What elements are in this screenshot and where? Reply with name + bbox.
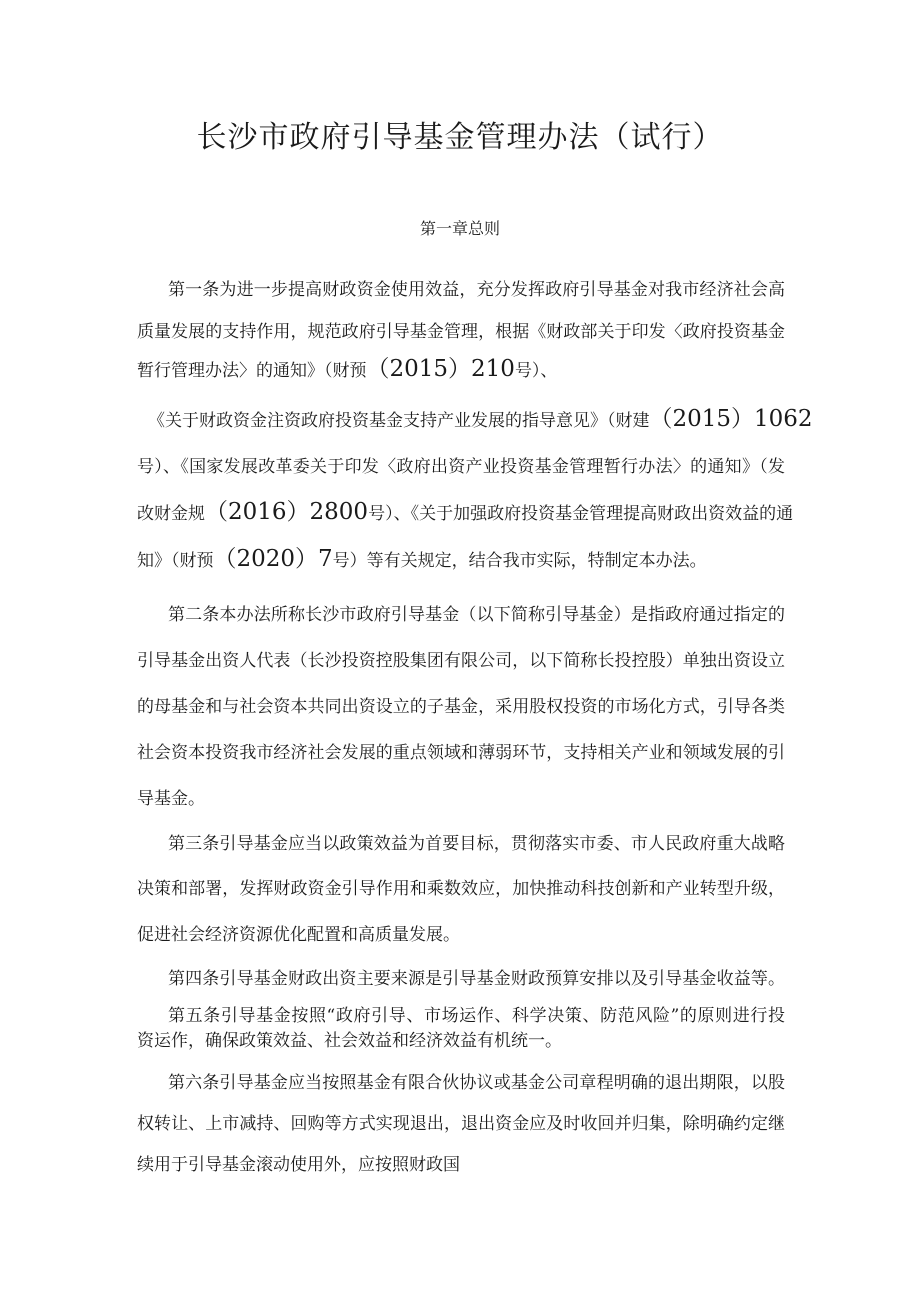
article-4-line-1: 第四条引导基金财政出资主要来源是引导基金财政预算安排以及引导基金收益等。 [168, 969, 785, 989]
article-2-line-2: 引导基金出资人代表（长沙投资控股集团有限公司，以下简称长投控股）单独出资设立 [137, 651, 785, 671]
article-2-line-5: 导基金。 [137, 789, 205, 809]
article-5-line-1: 第五条引导基金按照“政府引导、市场运作、科学决策、防范风险”的原则进行投 [168, 1006, 785, 1026]
article-5-line-2: 资运作，确保政策效益、社会效益和经济效益有机统一。 [137, 1031, 562, 1051]
article-6-line-3: 续用于引导基金滚动使用外，应按照财政国 [137, 1155, 460, 1175]
document-title: 长沙市政府引导基金管理办法（试行） [196, 120, 724, 155]
article-6-line-2: 权转让、上市减持、回购等方式实现退出，退出资金应及时收回并归集，除明确约定继 [137, 1114, 785, 1134]
article-2-line-1: 第二条本办法所称长沙市政府引导基金（以下简称引导基金）是指政府通过指定的 [168, 605, 785, 625]
chapter-heading: 第一章总则 [419, 219, 500, 238]
article-2-line-3: 的母基金和与社会资本共同出资设立的子基金，采用股权投资的市场化方式，引导各类 [137, 697, 785, 717]
article-1-line-5: 号）、《国家发展改革委关于印发〈政府出资产业投资基金管理暂行办法〉的通知》（发 [137, 457, 785, 477]
article-1-line-7: 知》（财预（2020）7号）等有关规定，结合我市实际，特制定本办法。 [137, 546, 707, 572]
article-1-line-6: 改财金规（2016）2800号）、《关于加强政府投资基金管理提高财政出资效益的通 [137, 499, 794, 525]
article-1-line-1: 第一条为进一步提高财政资金使用效益，充分发挥政府引导基金对我市经济社会高 [168, 280, 785, 300]
article-6-line-1: 第六条引导基金应当按照基金有限合伙协议或基金公司章程明确的退出期限，以股 [168, 1073, 785, 1093]
article-1-line-4: 《关于财政资金注资政府投资基金支持产业发展的指导意见》（财建（2015）1062 [148, 406, 813, 432]
article-3-line-3: 促进社会经济资源优化配置和高质量发展。 [137, 925, 460, 945]
article-3-line-1: 第三条引导基金应当以政策效益为首要目标，贯彻落实市委、市人民政府重大战略 [168, 834, 785, 854]
article-1-line-3: 暂行管理办法〉的通知》（财预（2015）210号）、 [137, 356, 558, 382]
article-1-line-2: 质量发展的支持作用，规范政府引导基金管理，根据《财政部关于印发〈政府投资基金 [137, 322, 785, 342]
article-2-line-4: 社会资本投资我市经济社会发展的重点领域和薄弱环节，支持相关产业和领域发展的引 [137, 743, 785, 763]
article-3-line-2: 决策和部署，发挥财政资金引导作用和乘数效应，加快推动科技创新和产业转型升级， [137, 879, 785, 899]
